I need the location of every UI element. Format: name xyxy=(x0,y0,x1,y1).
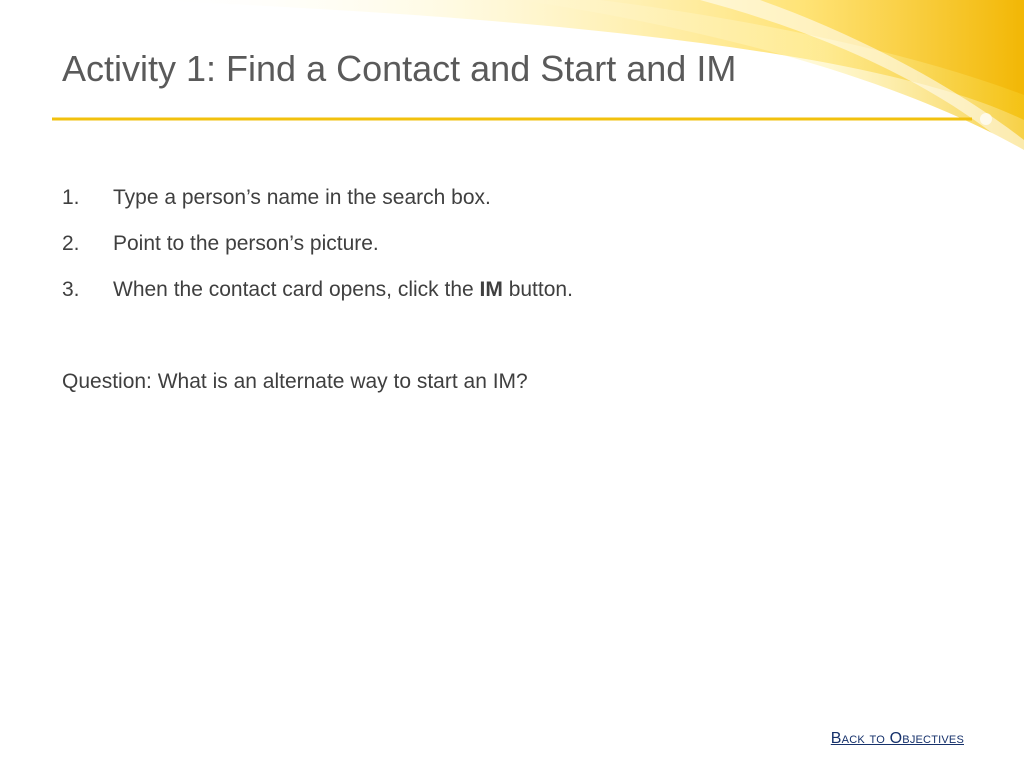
step-bold-text: IM xyxy=(479,278,503,301)
step-number: 1. xyxy=(62,186,80,209)
steps-list xyxy=(62,186,573,324)
step-text: Point to the person’s picture. xyxy=(113,232,379,255)
question-text: Question: What is an alternate way to start an IM? xyxy=(62,370,528,393)
list-item xyxy=(62,232,573,278)
step-number: 2. xyxy=(62,232,80,255)
list-item xyxy=(62,278,573,324)
slide-title: Activity 1: Find a Contact and Start and IM xyxy=(62,48,737,89)
step-text-after: button. xyxy=(502,278,573,301)
back-to-objectives-link[interactable]: Back to Objectives xyxy=(830,730,964,747)
step-text: When the contact card opens, click the xyxy=(113,278,480,301)
step-number: 3. xyxy=(62,278,80,301)
list-item xyxy=(62,186,573,232)
step-text: Type a person’s name in the search box. xyxy=(113,186,491,209)
